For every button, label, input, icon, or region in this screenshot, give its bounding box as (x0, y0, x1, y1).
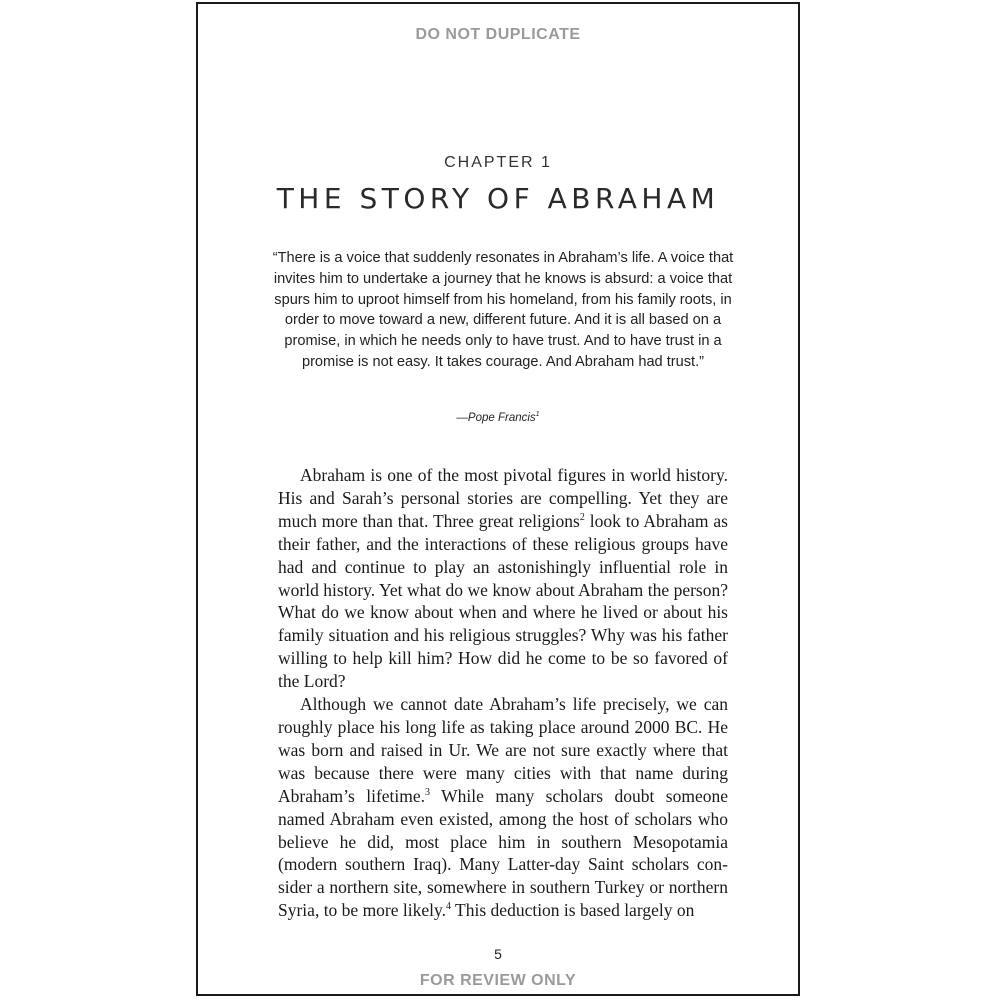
chapter-label: CHAPTER 1 (444, 154, 552, 171)
watermark-bottom: FOR REVIEW ONLY (419, 972, 577, 989)
epigraph-attribution (198, 412, 798, 424)
book-page (196, 2, 800, 996)
footnote-ref: 2 (579, 511, 585, 523)
paragraph-1-part-a: Abraham is one of the most pivotal figures in world history. His and Sarah’s personal stories are compelling. Yet they are much more than that. Three great religions (278, 465, 728, 531)
footnote-ref: 1 (535, 411, 540, 419)
paragraph-2-part-c: This deduction is based largely on (451, 900, 695, 921)
chapter-title: THE STORY OF ABRAHAM (276, 182, 720, 215)
paragraph-2 (278, 693, 728, 922)
footnote-ref: 4 (446, 901, 451, 913)
paragraph-2-part-b: While many scholars doubt someone named Abraham even existed, among the host of scholars who believe he did, most place him in southern Mesopotamia (modern southern Iraq). Many Latter-day Saint scholars consider a northern site, somewhere in southern Turkey or northern Syria, to be more likely. (278, 785, 728, 921)
epigraph-quote: “There is a voice that suddenly resonates in Abraham’s life. A voice that invites him to undertake a journey that he knows is absurd: a voice that spurs him to uproot himself from his homeland, from his family roots, in order to move toward a new, different future. And it is all based on a promise, in which he needs only to have trust. And to have trust in a promise is not easy. It takes courage. And Abraham had trust.” (272, 250, 734, 370)
paragraph-2-part-a: Although we cannot date Abraham’s life precisely, we can roughly place his long life as taking place around 2000 BC. He was born and raised in Ur. We are not sure exactly where that was because there were many cities with that name during Abraham’s lifetime. (278, 694, 728, 806)
body-text (278, 464, 728, 922)
page-number: 5 (494, 946, 502, 962)
watermark-top: DO NOT DUPLICATE (415, 26, 581, 43)
attribution-text: —Pope Francis (456, 412, 536, 424)
paragraph-1 (278, 464, 728, 693)
paragraph-1-part-b: look to Abraham as their father, and the interactions of these religious groups have had and continue to play an astonishingly influential role in world history. Yet what do we know about Abraham the person? What do we know about when and where he lived or about his family situation and his religious struggles? Why was his father willing to help kill him? How did he come to be so favored of the Lord? (278, 510, 728, 692)
footnote-ref: 3 (425, 786, 431, 798)
